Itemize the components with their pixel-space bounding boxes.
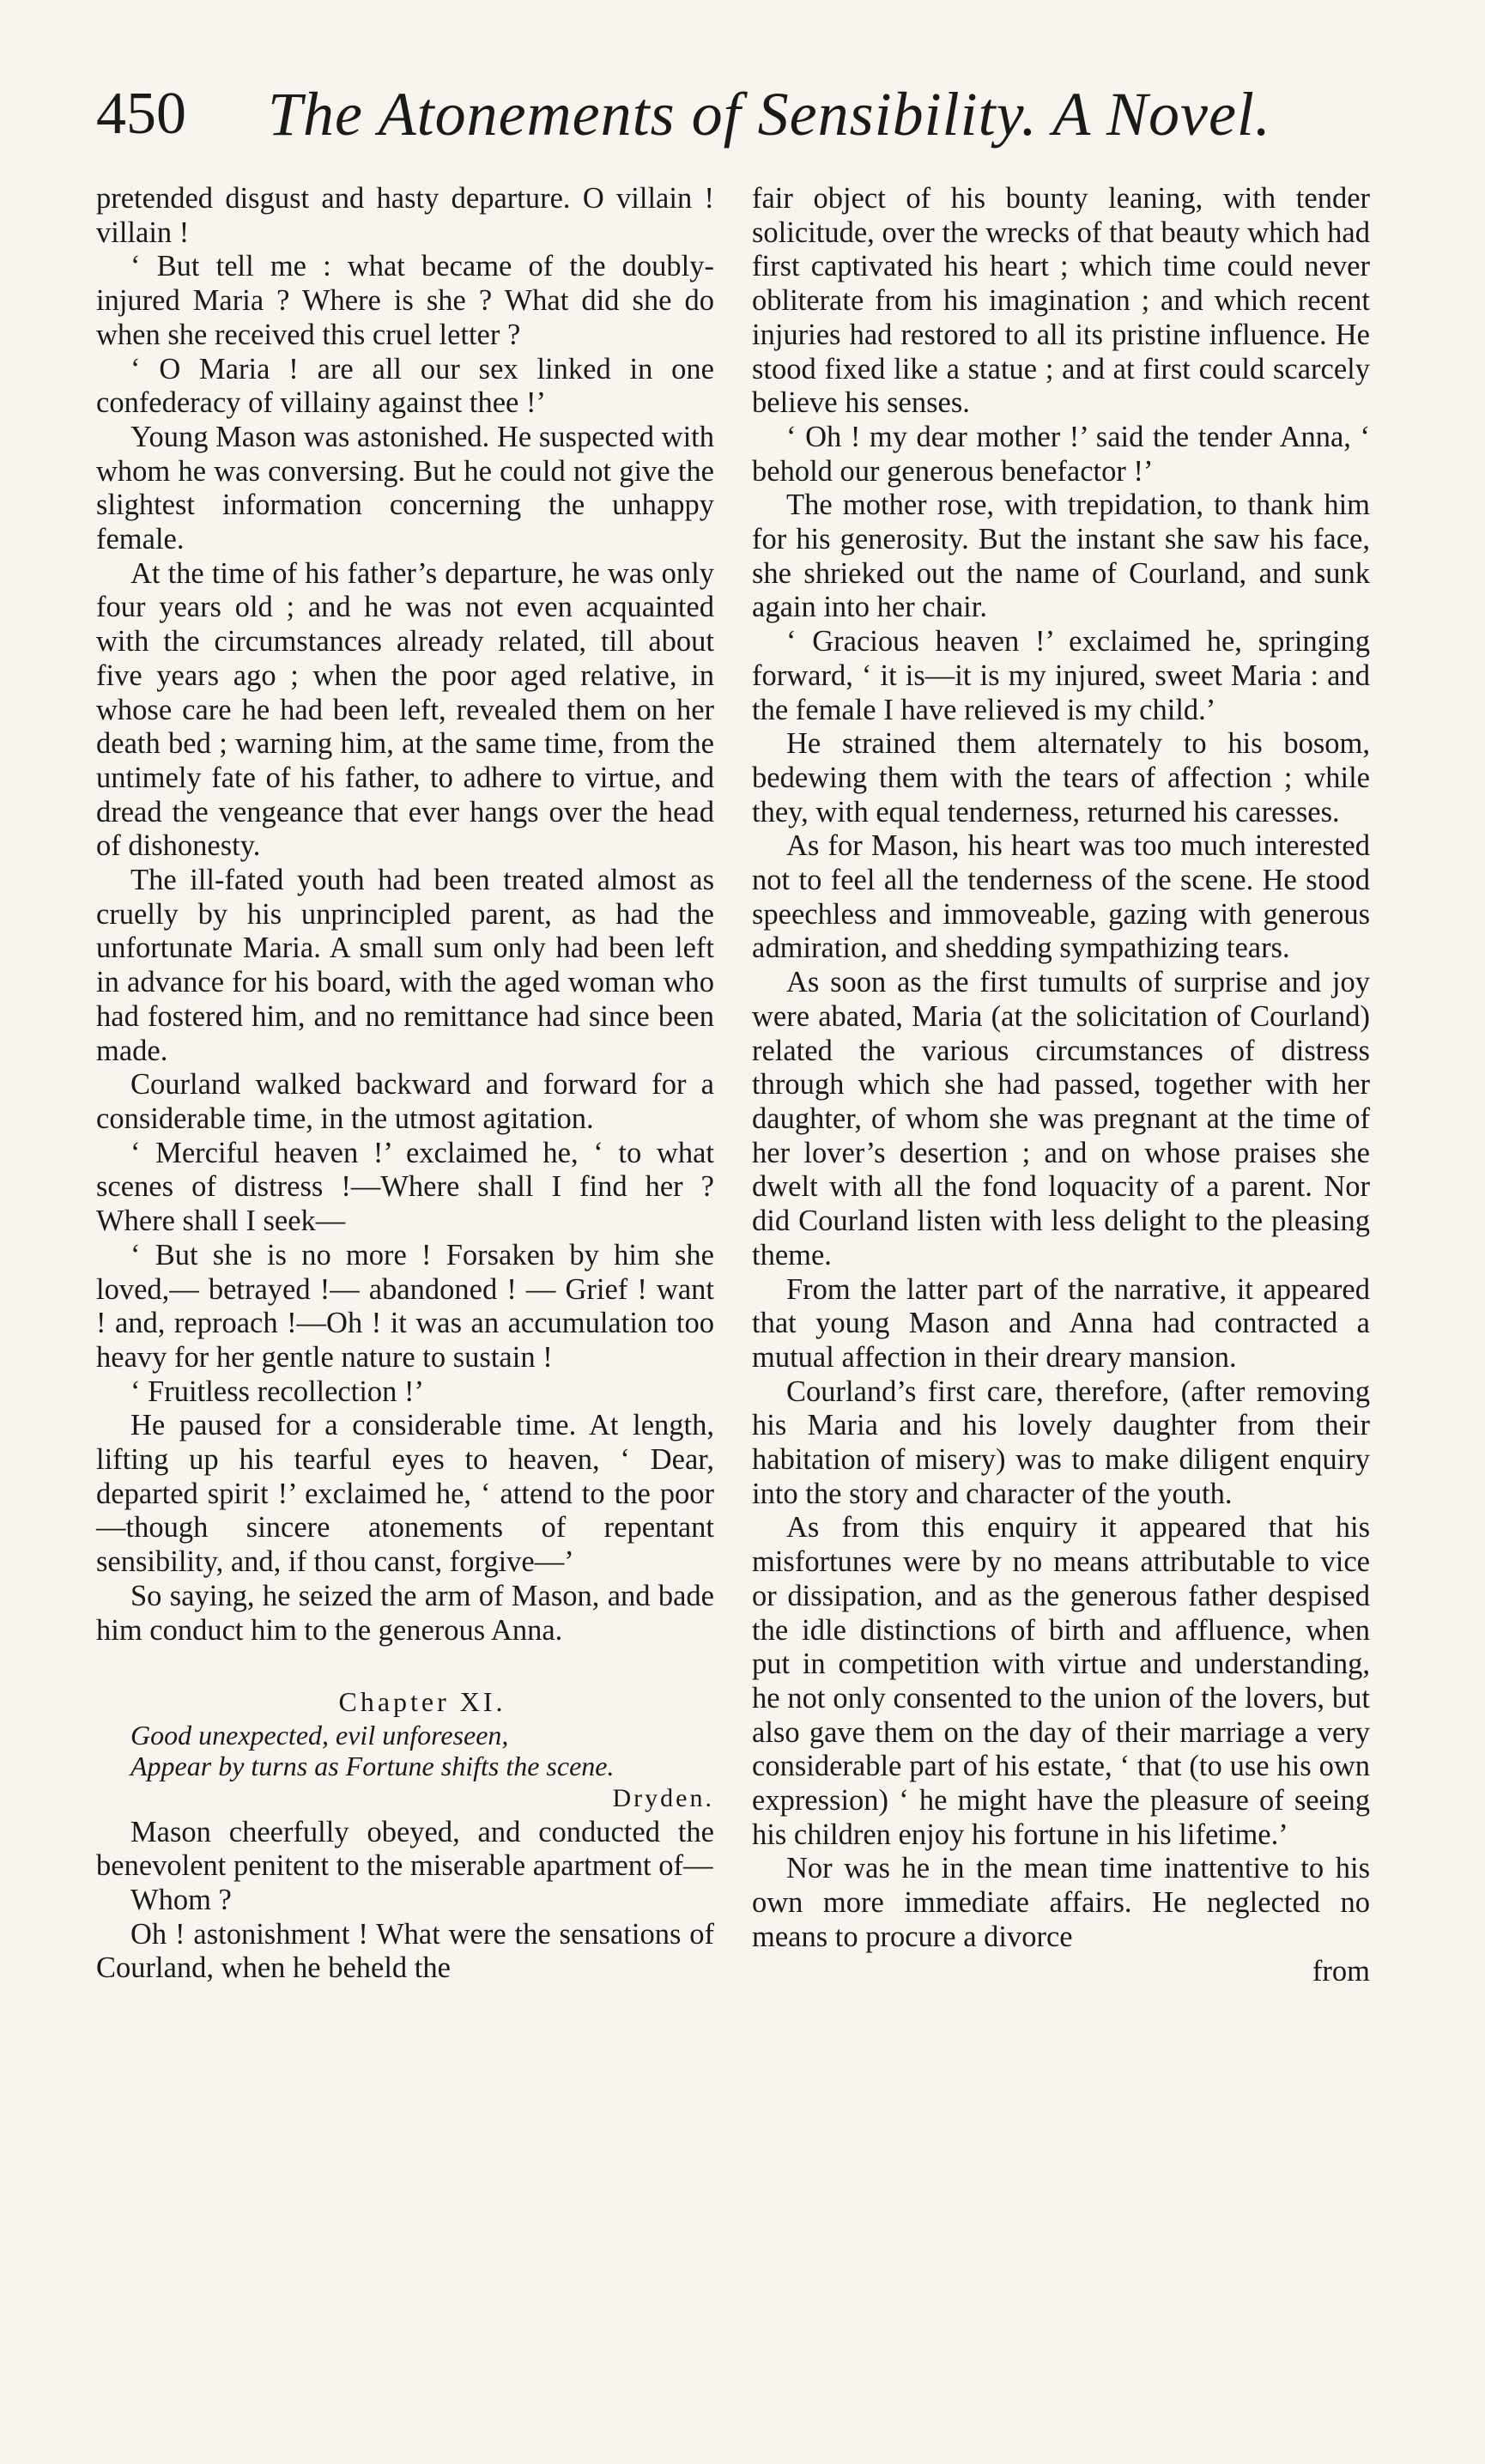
paragraph: The mother rose, with trepidation, to thank him for his generosity. But the instant she saw his face, she shrieked out the name of Courland, and sunk again into her chair. — [752, 489, 1370, 624]
paragraph: As for Mason, his heart was too much interested not to feel all the tenderness of the scene. He stood speechless and immoveable, gazing with generous admiration, and shedding sympathizing tears. — [752, 829, 1370, 965]
paragraph: ‘ But she is no more ! Forsaken by him she loved,— betrayed !— abandoned ! — Grief ! want ! and, reproach !—Oh ! it was an accumulation too heavy for her gentle nature to sustain ! — [96, 1238, 714, 1374]
paragraph: fair object of his bounty leaning, with tender solicitude, over the wrecks of that beauty which had first captivated his heart ; which time could never obliterate from his imagination ; and which recent injuries had restored to all its pristine influence. He stood fixed like a statue ; and at first could scarcely believe his senses. — [752, 182, 1370, 420]
paragraph: At the time of his father’s departure, he was only four years old ; and he was not even acquainted with the circumstances already related, till about five years ago ; when the poor aged relative, in whose care he had been left, revealed them on her death bed ; warning him, at the same time, from the untimely fate of his father, to adhere to virtue, and dread the vengeance that ever hangs over the head of dishonesty. — [96, 556, 714, 863]
catchword: from — [1312, 1954, 1370, 1988]
paragraph: He strained them alternately to his bosom, bedewing them with the tears of affection ; while they, with equal tenderness, returned his caresses. — [752, 727, 1370, 828]
paragraph: ‘ Gracious heaven !’ exclaimed he, springing forward, ‘ it is—it is my injured, sweet Maria : and the female I have relieved is my child.’ — [752, 625, 1370, 726]
epigraph-line: Good unexpected, evil unforeseen, — [130, 1719, 509, 1751]
chapter-heading: Chapter XI. — [338, 1686, 506, 1718]
paragraph: Whom ? — [130, 1884, 232, 1917]
paragraph: Young Mason was astonished. He suspected with whom he was conversing. But he could not give the slightest information concerning the unhappy female. — [96, 420, 714, 556]
paragraph: Oh ! astonishment ! What were the sensations of Courland, when he beheld the — [96, 1917, 714, 1985]
paragraph: Nor was he in the mean time inattentive to his own more immediate affairs. He neglected no means to procure a divorce — [752, 1852, 1370, 1953]
paragraph: The ill-fated youth had been treated almost as cruelly by his unprincipled parent, as had the unfortunate Maria. A small sum only had been left in advance for his board, with the aged woman who had fostered him, and no remittance had since been made. — [96, 864, 714, 1067]
paragraph: As from this enquiry it appeared that his misfortunes were by no means attributable to vice or dissipation, and as the generous father despised the idle distinctions of birth and affluence, when put in competition with virtue and understanding, he not only consented to the union of the lovers, but also gave them on the day of their marriage a very considerable part of his estate, ‘ that (to use his own expression) ‘ he might have the pleasure of seeing his children enjoy his fortune in his lifetime.’ — [752, 1511, 1370, 1851]
left-column — [96, 182, 714, 1986]
paragraph: ‘ Fruitless recollection !’ — [130, 1375, 425, 1408]
right-column — [752, 182, 1370, 1988]
paragraph: ‘ O Maria ! are all our sex linked in one confederacy of villainy against thee !’ — [96, 352, 714, 420]
page-number: 450 — [96, 81, 186, 147]
paragraph: So saying, he seized the arm of Mason, and bade him conduct him to the generous Anna. — [96, 1579, 714, 1647]
paragraph: ‘ Oh ! my dear mother !’ said the tender Anna, ‘ behold our generous benefactor !’ — [752, 420, 1370, 488]
running-title: The Atonements of Sensibility. A Novel. — [268, 80, 1271, 149]
paragraph: He paused for a considerable time. At length, lifting up his tearful eyes to heaven, ‘ Dear, departed spirit !’ exclaimed he, ‘ attend to the poor—though sincere atonements of repentant sensibility, and, if thou canst, forgive—’ — [96, 1409, 714, 1579]
epigraph-attribution: Dryden. — [612, 1783, 714, 1812]
page-header — [96, 67, 1401, 161]
chapter-heading-block — [96, 1685, 714, 1815]
paragraph: ‘ Merciful heaven !’ exclaimed he, ‘ to what scenes of distress !—Where shall I find her ? Where shall I seek— — [96, 1136, 714, 1238]
paragraph: Courland’s first care, therefore, (after removing his Maria and his lovely daughter from their habitation of misery) was to make diligent enquiry into the story and character of the youth. — [752, 1375, 1370, 1510]
paragraph: pretended disgust and hasty departure. O villain ! villain ! — [96, 182, 714, 249]
paragraph: From the latter part of the narrative, it appeared that young Mason and Anna had contracted a mutual affection in their dreary mansion. — [752, 1272, 1370, 1374]
paragraph: Mason cheerfully obeyed, and conducted the benevolent penitent to the miserable apartment of— — [96, 1815, 714, 1883]
paragraph: ‘ But tell me : what became of the doubly-injured Maria ? Where is she ? What did she do when she received this cruel letter ? — [96, 250, 714, 351]
paragraph: Courland walked backward and forward for a considerable time, in the utmost agitation. — [96, 1068, 714, 1135]
paragraph: As soon as the first tumults of surprise and joy were abated, Maria (at the solicitation of Courland) related the various circumstances of distress through which she had passed, together with her daughter, of whom she was pregnant at the time of her lover’s desertion ; and on whose praises she dwelt with all the fond loquacity of a parent. Nor did Courland listen with less delight to the pleasing theme. — [752, 966, 1370, 1271]
epigraph-line: Appear by turns as Fortune shifts the scene. — [130, 1750, 615, 1781]
